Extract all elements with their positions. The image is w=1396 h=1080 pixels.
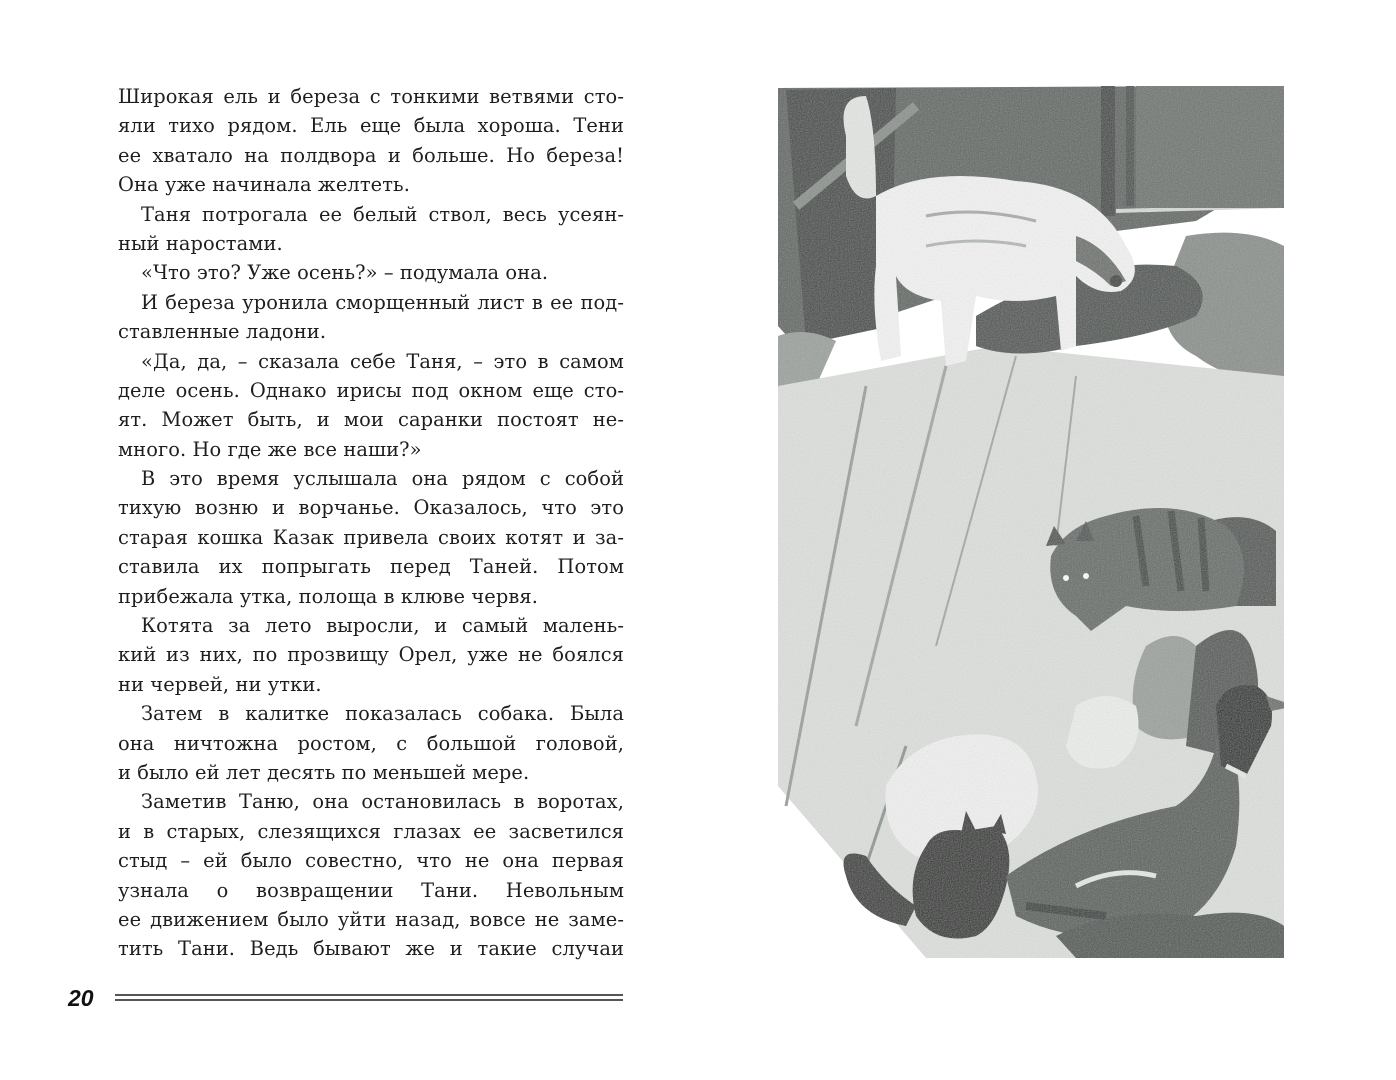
text-line: и в старых, слезящихся глазах ее засветился	[118, 819, 624, 843]
text-line: деле осень. Однако ирисы под окном еще сто-	[118, 378, 624, 402]
text-line: она ничтожна ростом, с большой головой,	[118, 731, 624, 755]
text-line: тихую возню и ворчанье. Оказалось, что это	[118, 496, 624, 520]
text-line: стыд – ей было совестно, что не она первая	[118, 849, 624, 873]
text-line: кий из них, по прозвищу Орел, уже не боялся	[118, 643, 624, 667]
body-text	[118, 82, 624, 964]
text-line: ят. Может быть, и мои саранки постоят не-	[118, 408, 624, 432]
text-line: И береза уронила сморщенный лист в ее под-	[141, 290, 624, 314]
text-line: «Да, да, – сказала себе Таня, – это в самом	[141, 349, 624, 373]
wall-board	[1126, 86, 1134, 206]
text-line: Широкая ель и береза с тонкими ветвями сто-	[118, 85, 624, 108]
text-line: старая кошка Казак привела своих котят и за-	[118, 525, 624, 549]
text-line: тить Тани. Ведь бывают же и такие случаи	[118, 937, 624, 961]
text-line: В это время услышала она рядом с собой	[141, 467, 624, 491]
text-line: ставила их попрыгать перед Таней. Потом	[118, 555, 624, 579]
text-line: «Что это? Уже осень?» – подумала она.	[141, 261, 549, 285]
text-line: ее движением было уйти назад, вовсе не заме-	[118, 907, 624, 931]
illustration	[776, 86, 1284, 958]
text-line: ее хватало на полдвора и больше. Но береза!	[118, 143, 624, 167]
text-line: много. Но где же все наши?»	[118, 437, 422, 461]
text-line: Таня потрогала ее белый ствол, весь усеян-	[141, 202, 624, 226]
text-line: Она уже начинала желтеть.	[118, 173, 410, 197]
text-line: и было ей лет десять по меньшей мере.	[118, 760, 530, 784]
wall-right	[1136, 86, 1284, 208]
text-line: ни червей, ни утки.	[118, 672, 322, 696]
footer-rule-top	[115, 994, 623, 996]
text-line: ставленные ладони.	[118, 320, 327, 344]
illustration-drawing	[776, 86, 1284, 958]
page-footer	[68, 985, 628, 1015]
text-line: Котята за лето выросли, и самый малень-	[141, 614, 624, 638]
text-line: Затем в калитке показалась собака. Была	[141, 702, 624, 726]
text-line: прибежала утка, полоща в клюве червя.	[118, 584, 539, 608]
text-line: яли тихо рядом. Ель еще была хороша. Тени	[118, 114, 624, 138]
text-line: ный наростами.	[118, 231, 283, 255]
text-line: Заметив Таню, она остановилась в воротах,	[141, 790, 624, 814]
footer-rule-bottom	[115, 999, 623, 1001]
wall-post	[1101, 86, 1115, 216]
page-number: 20	[68, 985, 94, 1011]
text-line: узнала о возвращении Тани. Невольным	[118, 878, 624, 902]
